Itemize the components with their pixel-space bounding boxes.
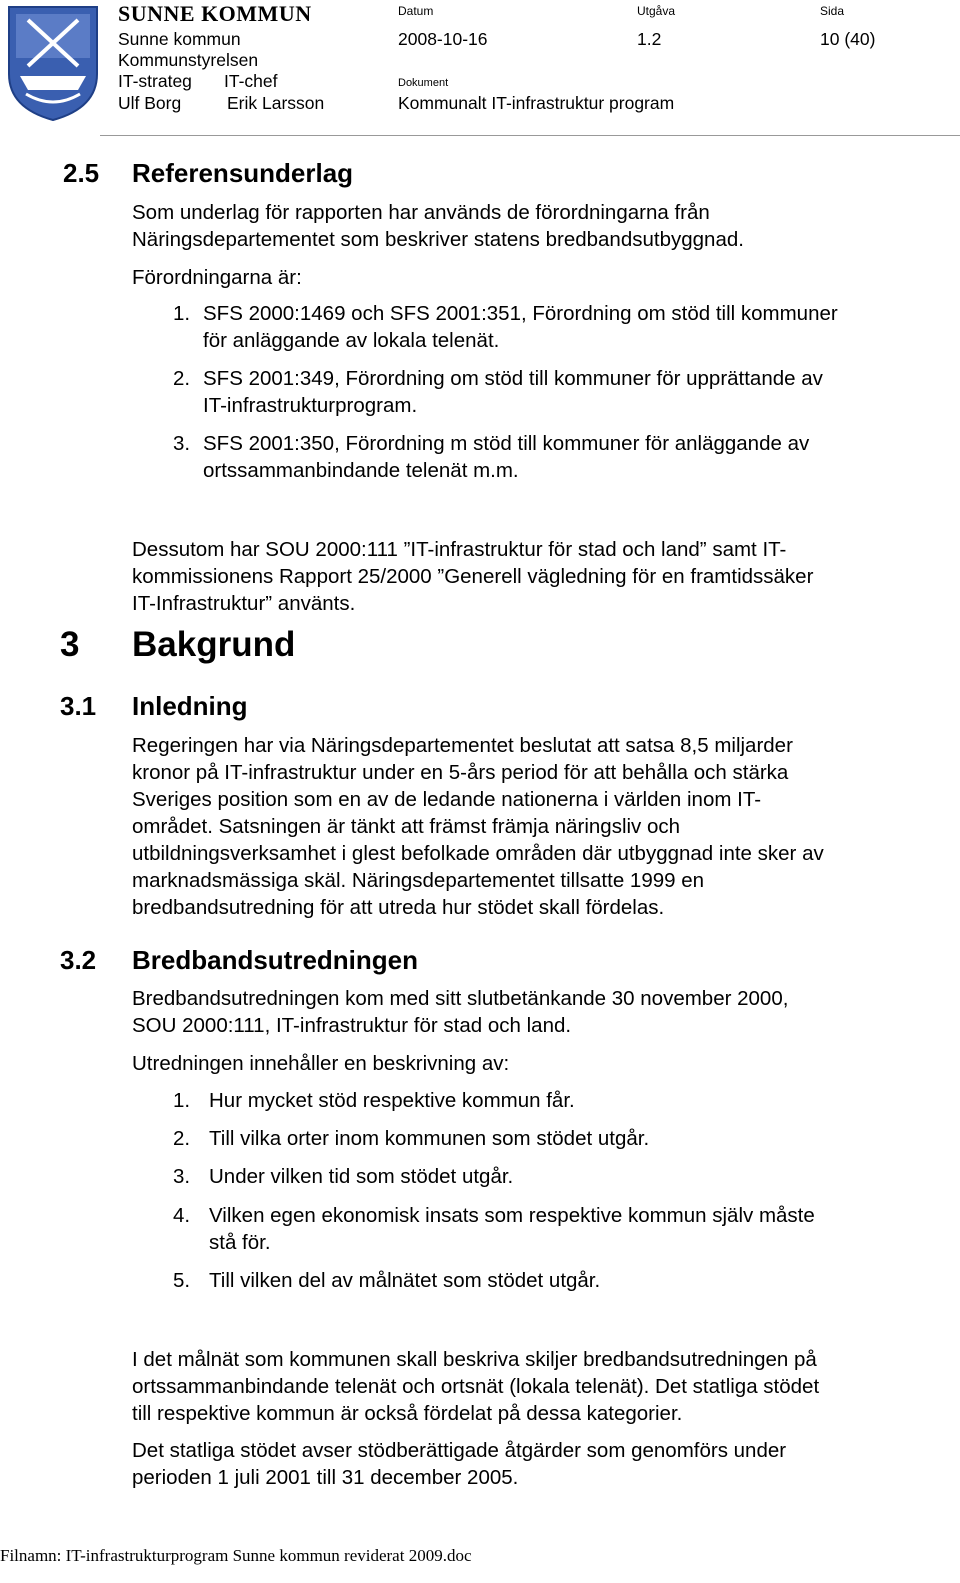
list-item-text: SFS 2000:1469 och SFS 2001:351, Förordning om stöd till kommuner (203, 302, 838, 325)
list-number: 3. (173, 1165, 191, 1188)
paragraph-line: Bredbandsutredningen kom med sitt slutbetänkande 30 november 2000, (132, 987, 789, 1010)
paragraph-line: kronor på IT-infrastruktur under en 5-års period för att behålla och stärka (132, 761, 789, 784)
version-value: 1.2 (637, 29, 662, 49)
page-label: Sida (820, 4, 845, 18)
list-item-text: SFS 2001:350, Förordning m stöd till kommuner för anläggande av (203, 432, 810, 455)
municipal-crest-logo (6, 4, 100, 122)
paragraph-line: marknadsmässiga skäl. Näringsdepartementet tillsatte 1999 en (132, 869, 705, 892)
paragraph-line: ortssammanbindande telenät och ortsnät (lokala telenät). Det statliga stödet (132, 1375, 820, 1398)
page-value: 10 (40) (820, 29, 876, 49)
list-item-text: Till vilken del av målnätet som stödet utgår. (209, 1269, 601, 1292)
list-number: 4. (173, 1204, 191, 1227)
paragraph-line: Utredningen innehåller en beskrivning av: (132, 1052, 510, 1075)
role2-name: Erik Larsson (227, 93, 325, 113)
date-label: Datum (398, 4, 434, 18)
date-value: 2008-10-16 (398, 29, 488, 49)
list-item-text: stå för. (209, 1231, 271, 1254)
paragraph-line: området. Satsningen är tänkt att främst främja näringsliv och (132, 815, 681, 838)
paragraph-line: Förordningarna är: (132, 266, 302, 289)
header-divider (100, 135, 960, 136)
role1-title: IT-strateg (118, 71, 192, 91)
list-number: 1. (173, 302, 191, 325)
list-item-text: Till vilka orter inom kommunen som stödet utgår. (209, 1127, 650, 1150)
paragraph-line: IT-Infrastruktur” använts. (132, 592, 356, 615)
paragraph-line: I det målnät som kommunen skall beskriva skiljer bredbandsutredningen på (132, 1348, 817, 1371)
paragraph-line: Dessutom har SOU 2000:111 ”IT-infrastruktur för stad och land” samt IT- (132, 538, 787, 561)
list-number: 2. (173, 367, 191, 390)
paragraph-line: utbildningsverksamhet i glest befolkade områden där utbyggnad inte sker av (132, 842, 824, 865)
paragraph-line: kommissionens Rapport 25/2000 ”Generell vägledning för en framtidssäker (132, 565, 814, 588)
footer-filename: Filnamn: IT-infrastrukturprogram Sunne kommun reviderat 2009.doc (0, 1546, 472, 1565)
paragraph-line: SOU 2000:111, IT-infrastruktur för stad och land. (132, 1014, 572, 1037)
organization-line: Sunne kommun (118, 29, 241, 49)
paragraph-line: Det statliga stödet avser stödberättigade åtgärder som genomförs under (132, 1439, 787, 1462)
list-number: 1. (173, 1089, 191, 1112)
paragraph-line: Sveriges position som en av de ledande nationerna i världen inom IT- (132, 788, 762, 811)
role2-title: IT-chef (224, 71, 278, 91)
list-item-text: IT-infrastrukturprogram. (203, 394, 418, 417)
role1-name: Ulf Borg (118, 93, 182, 113)
list-item-text: Under vilken tid som stödet utgår. (209, 1165, 514, 1188)
list-item-text: Vilken egen ekonomisk insats som respektive kommun själv måste (209, 1204, 815, 1227)
section-number: 2.5 (63, 158, 100, 188)
list-number: 2. (173, 1127, 191, 1150)
board-name: Kommunstyrelsen (118, 50, 259, 70)
section-heading: Referensunderlag (132, 158, 354, 188)
list-item-text: SFS 2001:349, Förordning om stöd till kommuner för upprättande av (203, 367, 823, 390)
paragraph-line: Som underlag för rapporten har används de förordningarna från (132, 201, 710, 224)
section-number: 3.2 (60, 945, 97, 975)
section-number: 3.1 (60, 691, 97, 721)
document-label: Dokument (398, 77, 449, 89)
paragraph-line: Regeringen har via Näringsdepartementet beslutat att satsa 8,5 miljarder (132, 734, 793, 757)
section-heading: Inledning (132, 691, 248, 721)
paragraph-line: Näringsdepartementet som beskriver statens bredbandsutbyggnad. (132, 228, 744, 251)
paragraph-line: bredbandsutredning för att utreda hur stödet skall fördelas. (132, 896, 665, 919)
list-item-text: Hur mycket stöd respektive kommun får. (209, 1089, 575, 1112)
list-item-text: för anläggande av lokala telenät. (203, 329, 500, 352)
section-heading: Bredbandsutredningen (132, 945, 419, 975)
document-value: Kommunalt IT-infrastruktur program (398, 93, 675, 113)
paragraph-line: perioden 1 juli 2001 till 31 december 2005. (132, 1466, 519, 1489)
chapter-heading: Bakgrund (132, 625, 296, 664)
version-label: Utgåva (637, 4, 676, 18)
list-number: 5. (173, 1269, 191, 1292)
chapter-number: 3 (60, 625, 80, 664)
organization-name: SUNNE KOMMUN (118, 1, 312, 26)
list-number: 3. (173, 432, 191, 455)
paragraph-line: till respektive kommun är också fördelat på dessa kategorier. (132, 1402, 683, 1425)
list-item-text: ortssammanbindande telenät m.m. (203, 459, 519, 482)
